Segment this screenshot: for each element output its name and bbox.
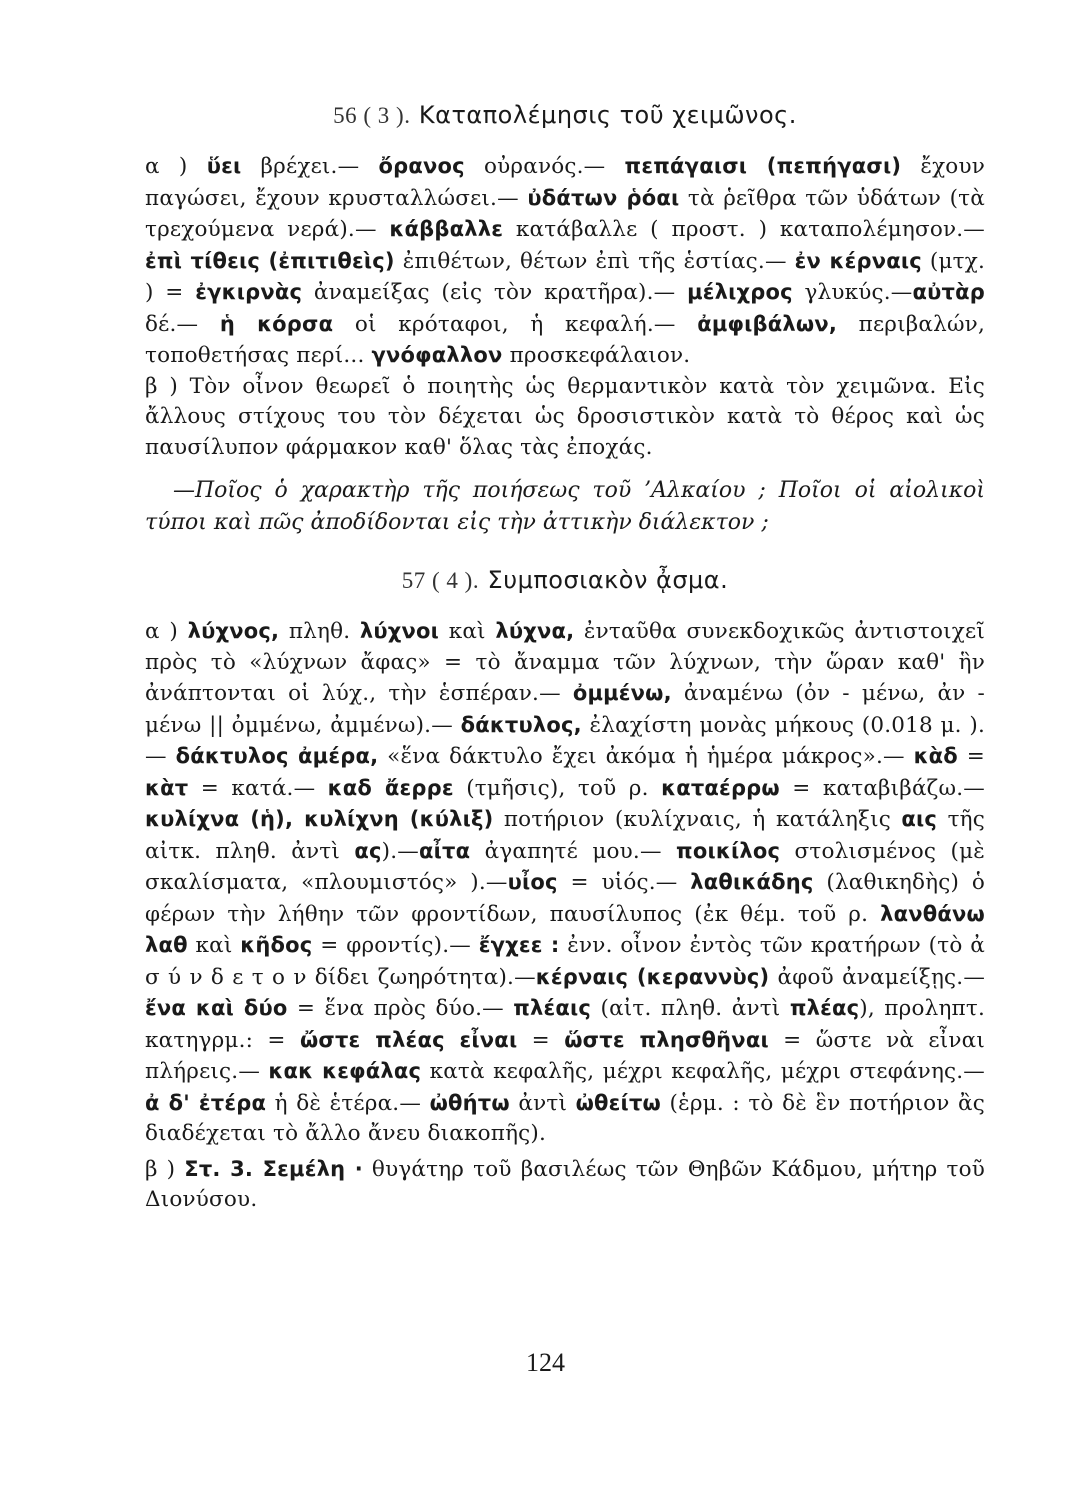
glossary-term: λύχνοι — [359, 619, 440, 643]
gloss-text: κατὰ κεφαλῆς, μέχρι κεφαλῆς, μέχρι στεφάνης.— — [421, 1059, 985, 1084]
glossary-term: κὰδ — [913, 744, 958, 768]
gloss-text: = — [517, 1027, 565, 1053]
glossary-term: καδ ἄερρε — [327, 775, 454, 800]
section-56-title: Καταπολέμησις τοῦ χειμῶνος. — [418, 101, 797, 129]
glossary-term: ὄρανος — [378, 154, 465, 178]
gloss-text: πληθ. — [279, 619, 360, 644]
glossary-term: κάββαλλε — [389, 217, 504, 241]
glossary-term: ἀ δ' ἐτέρα — [145, 1090, 267, 1115]
glossary-term: αις — [901, 807, 938, 831]
gloss-text: (λαθικηδὴς) ὁ φέρων τὴν λήθην τῶν φροντίδων, παυσίλυπος (ἐκ θέμ. τοῦ ρ. — [145, 870, 985, 927]
gloss-text: = κατά.— — [188, 775, 328, 801]
gloss-text: = καταβιβάζω.— — [779, 775, 985, 801]
glossary-term: ὕει — [206, 154, 242, 178]
gloss-text: οὐρανός.— — [464, 154, 625, 179]
glossary-term: κέρναις (κεραννὺς) — [535, 964, 770, 989]
glossary-term: λανθάνω λαθ — [145, 901, 985, 957]
gloss-text: = ἕνα πρὸς δύο.— — [287, 996, 514, 1021]
gloss-text: κατάβαλλε ( προστ. ) καταπολέμησον.— — [503, 217, 985, 242]
glossary-term: λύχνα, — [495, 619, 575, 643]
glossary-term: Στ. 3. Σεμέλη · — [184, 1156, 363, 1181]
glossary-term: ὐδάτων ῥόαι — [527, 185, 680, 210]
glossary-term: κυλίχνα (ἡ), κυλίχνη (κύλιξ) — [145, 807, 494, 831]
gloss-text: (μτχ. ) = — [145, 248, 986, 305]
glossary-term: πεπάγαισι (πεπήγασι) — [624, 154, 902, 178]
section-56-question: —Ποῖος ὁ χαρακτὴρ τῆς ποιήσεως τοῦ ’Αλκαίου ; Ποῖοι οἱ αἰολικοὶ τύποι καὶ πῶς ἀποδίδονται εἰς τὴν ἀττικὴν διάλεκτον ; — [145, 478, 985, 535]
glossary-term: ποικίλος — [676, 838, 781, 863]
gloss-text: ).— — [381, 838, 419, 864]
glossary-term: λύχνος, — [187, 619, 280, 643]
glossary-term: κακ κεφάλας — [268, 1059, 422, 1083]
glossary-term: μέλιχρος — [687, 280, 793, 304]
gloss-text: ἐπιθέτων, θέτων ἐπὶ τῆς ἑστίας.— — [394, 248, 795, 274]
gloss-text: = ὥστε νὰ εἶναι πλήρεις.— — [145, 1027, 985, 1084]
section-57-alpha — [145, 616, 985, 1150]
gloss-text: ἐλαχίστη μονὰς μήκους (0.018 μ. ).— — [145, 712, 985, 769]
gloss-text: = υἱός.— — [557, 870, 691, 895]
gloss-text: βρέχει.— — [241, 154, 379, 179]
gloss-text: = φροντίς).— — [312, 933, 479, 958]
glossary-term: λαθικάδης — [690, 870, 814, 894]
glossary-term: ὤστε πλέας εἶναι — [299, 1027, 518, 1052]
glossary-term: ἡ κόρσα — [219, 311, 334, 336]
glossary-term: ὥστε πλησθῆναι — [564, 1027, 769, 1052]
section-56-heading — [145, 100, 985, 129]
glossary-term: ἀμφιβάλων, — [697, 311, 838, 336]
gloss-text: (τμῆσις), τοῦ ρ. — [453, 775, 662, 801]
gloss-text: «ἕνα δάκτυλο ἔχει ἀκόμα ἡ ἡμέρα μάκρος».— — [378, 744, 914, 769]
page-content — [145, 100, 985, 1216]
gloss-text: προσκεφάλαιον. — [502, 343, 691, 368]
page-number: 124 — [526, 1348, 565, 1377]
glossary-term: δάκτυλος, — [460, 712, 582, 737]
section-56-alpha — [145, 151, 985, 372]
gloss-text: ἐνταῦθα συνεκδοχικῶς ἀντιστοιχεῖ πρὸς τὸ «λύχνων ἄφας» = τὸ ἄναμμα τῶν λύχνων, τὴν ὥραν καθ' ἣν ἀνάπτονται οἱ λύχ., τὴν ἑσπέραν.— — [145, 619, 985, 706]
glossary-term: πλέας — [789, 996, 860, 1020]
gloss-text: τῆς αἰτκ. πληθ. ἀντὶ — [145, 807, 985, 864]
gloss-text: ἀντὶ — [509, 1090, 576, 1116]
gloss-text: γλυκύς.— — [792, 280, 913, 305]
gloss-text: ἀγαπητέ μου.— — [470, 838, 677, 864]
gloss-text: ), προληπτ. κατηγρμ.: = — [145, 996, 985, 1053]
gloss-text: ποτήριον (κυλίχναις, ἡ κατάληξις — [493, 807, 902, 832]
section-56-number: 56 ( 3 ). — [333, 103, 411, 128]
gloss-text: ἀφοῦ ἀναμείξῃς.— — [769, 964, 986, 990]
section-57-beta — [145, 1154, 985, 1216]
glossary-term: ὠθείτω — [575, 1090, 661, 1115]
gloss-text: καὶ — [439, 619, 496, 644]
section-57-heading — [145, 565, 985, 594]
gloss-text: α ) — [145, 619, 188, 644]
glossary-term: κὰτ — [145, 775, 189, 800]
gloss-text: τὰ ῥεῖθρα τῶν ὑδάτων (τὰ τρεχούμενα νερά).— — [145, 185, 985, 242]
glossary-term: ἐγκιρνὰς — [195, 280, 303, 304]
glossary-term: ας — [354, 838, 382, 863]
glossary-term: υἶος — [507, 870, 558, 894]
gloss-text: περιβαλών, τοποθετήσας περί... — [145, 311, 985, 368]
glossary-term: αὐτὰρ — [912, 280, 985, 304]
glossary-term: ἐπὶ τίθεις (ἐπιτιθεὶς) — [145, 248, 395, 273]
glossary-term: ὠθήτω — [429, 1090, 510, 1115]
gloss-text: ἐνν. οἶνον ἐντὸς τῶν κρατήρων (τὸ ἀ σ ύ ν δ ε τ ο ν δίδει ζωηρότητα).— — [145, 933, 985, 990]
gloss-text: καὶ — [187, 933, 241, 958]
glossary-term: αἶτα — [418, 838, 471, 863]
gloss-text: β ) — [145, 1156, 185, 1182]
section-56-beta: β ) Τὸν οἶνον θεωρεῖ ὁ ποιητὴς ὡς θερμαντικὸν κατὰ τὸν χειμῶνα. Εἰς ἄλλους στίχους του τὸν δέχεται ὡς δροσιστικὸν κατὰ τὸ θέρος καὶ ὡς παυσίλυπον φάρμακον καθ' ὅλας τὰς ἐποχάς. — [145, 373, 985, 460]
gloss-text: = — [957, 744, 986, 769]
glossary-term: ἐν κέρναις — [794, 248, 922, 273]
gloss-text: στολισμένος (μὲ σκαλίσματα, «πλουμιστός» ).— — [145, 838, 985, 895]
glossary-term: κῆδος — [240, 933, 313, 957]
glossary-term: πλέαις — [513, 996, 592, 1020]
gloss-text: α ) — [145, 154, 207, 179]
glossary-term: ὀμμένω, — [572, 681, 672, 705]
gloss-text: ἡ δὲ ἑτέρα.— — [266, 1090, 430, 1116]
glossary-term: γνόφαλλον — [371, 343, 503, 367]
glossary-term: καταέρρω — [661, 775, 780, 800]
gloss-text: ἀναμείξας (εἰς τὸν κρατῆρα).— — [302, 280, 688, 305]
gloss-text: δέ.— — [145, 311, 220, 337]
gloss-text: (αἰτ. πληθ. ἀντὶ — [591, 996, 790, 1021]
gloss-text: (ἑρμ. : τὸ δὲ ἓν ποτήριον ἂς διαδέχεται τὸ ἄλλο ἄνευ διακοπῆς). — [145, 1090, 985, 1146]
glossary-term: ἔγχεε : — [478, 933, 560, 957]
gloss-text: οἱ κρόταφοι, ἡ κεφαλή.— — [333, 311, 698, 337]
glossary-term: δάκτυλος ἀμέρα, — [175, 744, 379, 768]
section-57-title: Συμποσιακὸν ᾆσμα. — [487, 566, 729, 594]
gloss-text: ἀναμένω (ὀν - μένω, ἀν - μένω || ὀμμένω, ἀμμένω).— — [145, 681, 985, 738]
gloss-text: θυγάτηρ τοῦ βασιλέως τῶν Θηβῶν Κάδμου, μήτηρ τοῦ Διονύσου. — [145, 1156, 985, 1212]
section-57-number: 57 ( 4 ). — [401, 568, 480, 593]
glossary-term: ἔνα καὶ δύο — [145, 996, 288, 1020]
gloss-text: ἔχουν παγώσει, ἔχουν κρυσταλλώσει.— — [145, 154, 985, 211]
